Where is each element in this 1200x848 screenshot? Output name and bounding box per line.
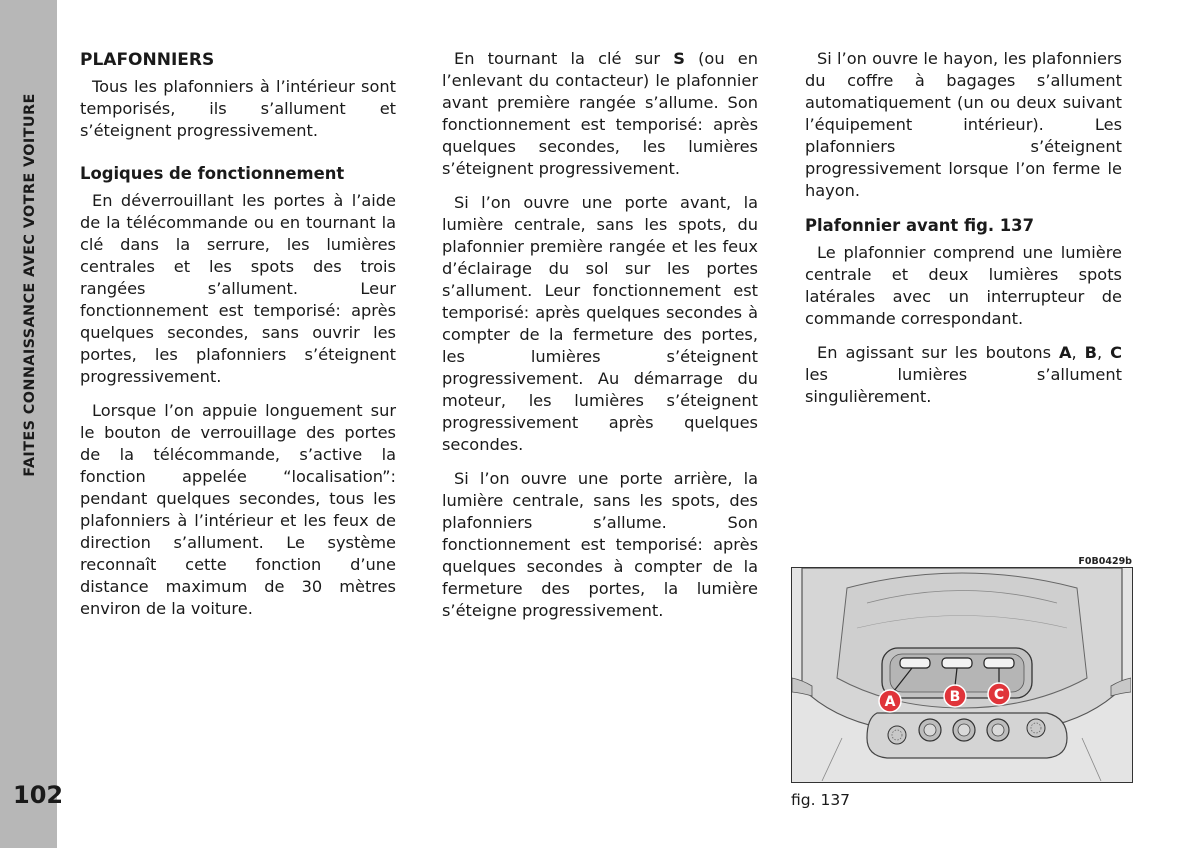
figure-caption: fig. 137 <box>791 791 851 809</box>
heading-plafonniers: PLAFONNIERS <box>80 50 215 70</box>
paragraph: Lorsque l’on appuie longuement sur le bouton de verrouillage des portes de la télécommande, s’active la fonction appelée “localisation”: pendant quelques secondes, tous les plafonniers à l’intérieur et les feux de direction s’allument. Le système reconnaît cette fonction d’une distance maximum de 30 mètres environ de la voiture. <box>80 401 396 618</box>
text-run: En agissant sur les boutons <box>817 343 1060 362</box>
button-symbol <box>992 724 1004 736</box>
subheading-logiques: Logiques de fonctionnement <box>80 164 345 183</box>
subheading-plafonnier-avant: Plafonnier avant fig. 137 <box>805 216 1034 235</box>
text-run: En tournant la clé sur <box>454 49 674 68</box>
paragraph: En déverrouillant les portes à l’aide de la télécommande ou en tournant la clé dans la serrure, les lumières centrales et les spots des trois rangées s’allument. Leur fonctionnement est temporisé: après quelques secondes, sans ouvrir les portes, les plafonniers s’éteignent progressivement. <box>80 191 396 386</box>
callout-c-label: C <box>993 687 1005 703</box>
speaker-grille-right <box>1027 719 1045 737</box>
text-run: les lumières s’allument singulièrement. <box>805 365 1122 406</box>
speaker-grille-left <box>888 726 906 744</box>
text-column-1 <box>80 48 396 632</box>
text-column-3 <box>805 48 1122 420</box>
switch-c <box>984 658 1014 668</box>
button-symbol <box>924 724 936 736</box>
switch-b <box>942 658 972 668</box>
text-run: (ou en l’enlevant du contacteur) le plafonnier avant première rangée s’allume. Son fonctionnement est temporisé: après quelques secondes, les lumières s’éteignent progressivement. <box>442 49 758 178</box>
intro-paragraph: Tous les plafonniers à l’intérieur sont temporisés, ils s’allument et s’éteignent progressivement. <box>80 77 396 140</box>
paragraph <box>805 342 1122 408</box>
callout-b-label: B <box>949 689 961 705</box>
text-column-2 <box>442 48 758 634</box>
button-ref-b: B <box>1084 343 1097 362</box>
switch-a <box>900 658 930 668</box>
button-ref-c: C <box>1110 343 1122 362</box>
button-ref-a: A <box>1059 343 1072 362</box>
paragraph: Si l’on ouvre une porte arrière, la lumière centrale, sans les spots, des plafonniers s’allume. Son fonctionnement est temporisé: après quelques secondes à compter de la fermeture des portes, la lumière s’éteigne progressivement. <box>442 469 758 620</box>
callout-a-label: A <box>884 694 896 710</box>
paragraph: Le plafonnier comprend une lumière centrale et deux lumières spots latérales avec un interrupteur de commande correspondant. <box>805 243 1122 328</box>
paragraph: Si l’on ouvre le hayon, les plafonniers du coffre à bagages s’allument automatiquement (un ou deux suivant l’équipement intérieur). Les plafonniers s’éteignent progressivement lorsque l’on ferme le hayon. <box>805 49 1122 200</box>
figure-137 <box>791 567 1133 783</box>
paragraph: Si l’on ouvre une porte avant, la lumière centrale, sans les spots, du plafonnier première rangée et les feux d’éclairage du sol sur les portes s’allument. Leur fonctionnement est temporisé: après quelques secondes à compter de la fermeture des portes, les lumières s’éteignent progressivement. Au démarrage du moteur, les lumières s’éteignent progressivement après quelques secondes. <box>442 193 758 454</box>
roof-lamp-illustration <box>792 568 1131 781</box>
section-title: FAITES CONNAISSANCE AVEC VOTRE VOITURE <box>22 93 38 477</box>
text-run: , <box>1097 343 1111 362</box>
text-run: , <box>1071 343 1085 362</box>
figure-code: F0B0429b <box>1078 556 1132 567</box>
button-symbol <box>958 724 970 736</box>
key-position-s: S <box>673 49 685 68</box>
paragraph <box>442 48 758 180</box>
page-number: 102 <box>13 781 64 809</box>
